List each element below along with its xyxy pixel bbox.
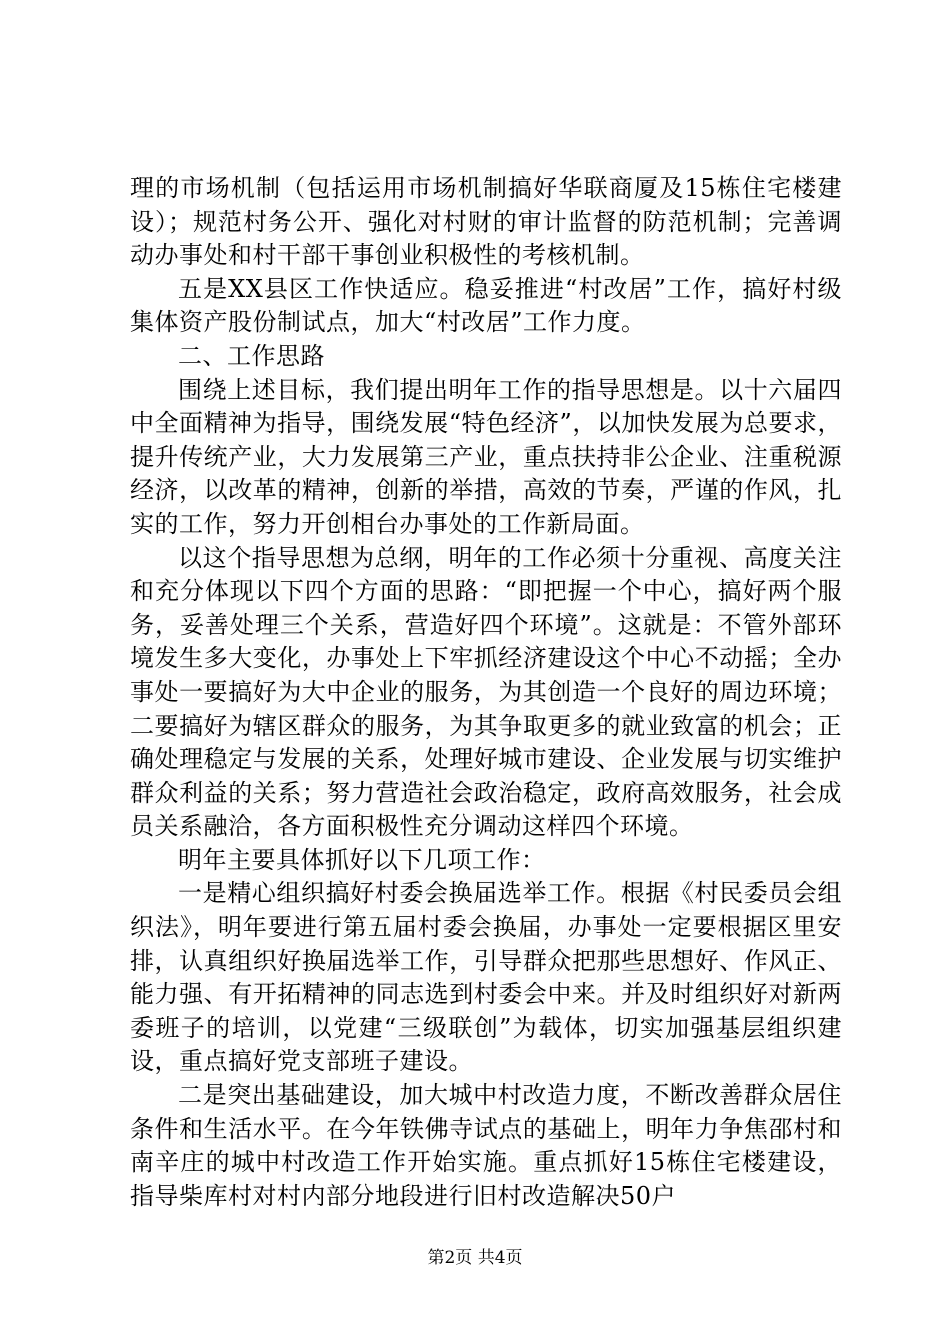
page-footer: 第2页 共4页 bbox=[427, 1248, 523, 1268]
paragraph-3: 围绕上述目标，我们提出明年工作的指导思想是。以十六届四中全面精神为指导，围绕发展“特色经济”，以加快发展为总要求，提升传统产业，大力发展第三产业，重点扶持非公企业、注重税源经济，以改革的精神，创新的举措，高效的节奏，严谨的作风，扎实的工作，努力开创相台办事处的工作新局面。 bbox=[130, 375, 842, 538]
section-heading: 二、工作思路 bbox=[178, 341, 325, 370]
paragraph-4: 以这个指导思想为总纲，明年的工作必须十分重视、高度关注和充分体现以下四个方面的思路：“即把握一个中心，搞好两个服务，妥善处理三个关系，营造好四个环境”。这就是：不管外部环境发生多大变化，办事处上下牢抓经济建设这个中心不动摇；全办事处一要搞好为大中企业的服务，为其创造一个良好的周边环境；二要搞好为辖区群众的服务，为其争取更多的就业致富的机会；正确处理稳定与发展的关系，处理好城市建设、企业发展与切实维护群众利益的关系；努力营造社会政治稳定，政府高效服务，社会成员关系融洽，各方面积极性充分调动这样四个环境。 bbox=[130, 543, 842, 841]
paragraph-5: 明年主要具体抓好以下几项工作： bbox=[178, 845, 546, 874]
paragraph-1: 理的市场机制（包括运用市场机制搞好华联商厦及15栋住宅楼建设）；规范村务公开、强化对村财的审计监督的防范机制；完善调动办事处和村干部干事创业积极性的考核机制。 bbox=[130, 174, 842, 270]
document-body bbox=[130, 172, 842, 1213]
paragraph-7: 二是突出基础建设，加大城中村改造力度，不断改善群众居住条件和生活水平。在今年铁佛寺试点的基础上，明年力争焦邵村和南辛庄的城中村改造工作开始实施。重点抓好15栋住宅楼建设，指导柴库村对村内部分地段进行旧村改造解决50户 bbox=[130, 1081, 842, 1210]
paragraph-2: 五是XX县区工作快适应。稳妥推进“村改居”工作，搞好村级集体资产股份制试点，加大“村改居”工作力度。 bbox=[130, 274, 842, 337]
paragraph-6: 一是精心组织搞好村委会换届选举工作。根据《村民委员会组织法》，明年要进行第五届村委会换届，办事处一定要根据区里安排，认真组织好换届选举工作，引导群众把那些思想好、作风正、能力强、有开拓精神的同志选到村委会中来。并及时组织好对新两委班子的培训，以党建“三级联创”为载体，切实加强基层组织建设，重点搞好党支部班子建设。 bbox=[130, 879, 842, 1076]
